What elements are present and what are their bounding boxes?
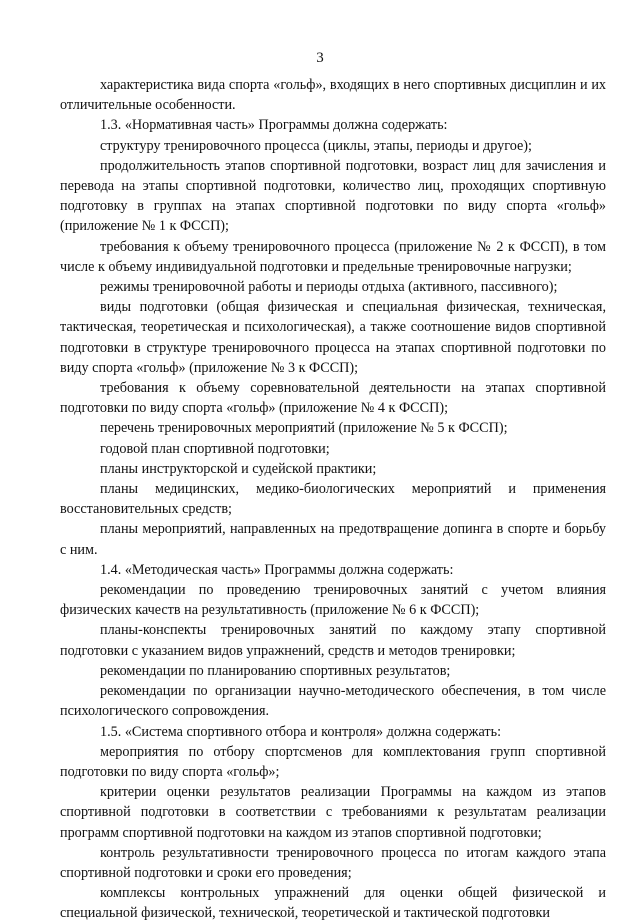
paragraph: рекомендации по планированию спортивных результатов; xyxy=(100,662,451,679)
paragraph: структуру тренировочного процесса (циклы, этапы, периоды и другое); xyxy=(100,137,532,154)
paragraph: рекомендации по проведению тренировочных занятий с учетом влияния физических качеств на результативность (приложение № 6 к ФССП); xyxy=(60,582,606,619)
paragraph: годовой план спортивной подготовки; xyxy=(100,440,330,457)
paragraph: требования к объему соревновательной деятельности на этапах спортивной подготовки по виду спорта «гольф» (приложение № 4 к ФССП); xyxy=(60,380,606,417)
paragraph: характеристика вида спорта «гольф», входящих в него спортивных дисциплин и их отличительные особенности. xyxy=(60,77,606,114)
paragraph: комплексы контрольных упражнений для оценки общей физической и специальной физической, технической, теоретической и тактической подготовки xyxy=(60,885,606,922)
section-heading: 1.5. «Система спортивного отбора и контроля» должна содержать: xyxy=(100,723,502,740)
section-heading: 1.3. «Нормативная часть» Программы должна содержать: xyxy=(100,117,448,134)
section-heading: 1.4. «Методическая часть» Программы должна содержать: xyxy=(100,561,454,578)
paragraph: планы мероприятий, направленных на предотвращение допинга в спорте и борьбу с ним. xyxy=(60,521,606,558)
paragraph: планы инструкторской и судейской практики; xyxy=(100,460,377,477)
paragraph: режимы тренировочной работы и периоды отдыха (активного, пассивного); xyxy=(100,279,558,296)
document-body xyxy=(60,75,606,924)
page-number: 3 xyxy=(316,50,324,66)
paragraph: планы-конспекты тренировочных занятий по каждому этапу спортивной подготовки с указанием видов упражнений, средств и методов тренировки; xyxy=(60,622,606,659)
paragraph: требования к объему тренировочного процесса (приложение № 2 к ФССП), в том числе к объему индивидуальной подготовки и предельные тренировочные нагрузки; xyxy=(60,238,606,275)
paragraph: мероприятия по отбору спортсменов для комплектования групп спортивной подготовки по виду спорта «гольф»; xyxy=(60,743,606,780)
paragraph: рекомендации по организации научно-методического обеспечения, в том числе психологического сопровождения. xyxy=(60,683,606,720)
paragraph: продолжительность этапов спортивной подготовки, возраст лиц для зачисления и перевода на этапы спортивной подготовки, количество лиц, проходящих спортивную подготовку в группах на этапах спортивной подготовки по виду спорта «гольф» (приложение № 1 к ФССП); xyxy=(60,157,606,235)
paragraph: критерии оценки результатов реализации Программы на каждом из этапов спортивной подготовки в соответствии с требованиями к результатам реализации программ спортивной подготовки на каждом из этапов спортивной подготовки; xyxy=(60,784,606,841)
paragraph: перечень тренировочных мероприятий (приложение № 5 к ФССП); xyxy=(100,420,508,437)
paragraph: планы медицинских, медико-биологических мероприятий и применения восстановительных средств; xyxy=(60,481,606,518)
paragraph: виды подготовки (общая физическая и специальная физическая, техническая, тактическая, теоретическая и психологическая), а также соотношение видов спортивной подготовки в структуре тренировочного процесса на этапах спортивной подготовки по виду спорта «гольф» (приложение № 3 к ФССП); xyxy=(60,299,606,376)
paragraph: контроль результативности тренировочного процесса по итогам каждого этапа спортивной подготовки и сроки его проведения; xyxy=(60,844,606,881)
